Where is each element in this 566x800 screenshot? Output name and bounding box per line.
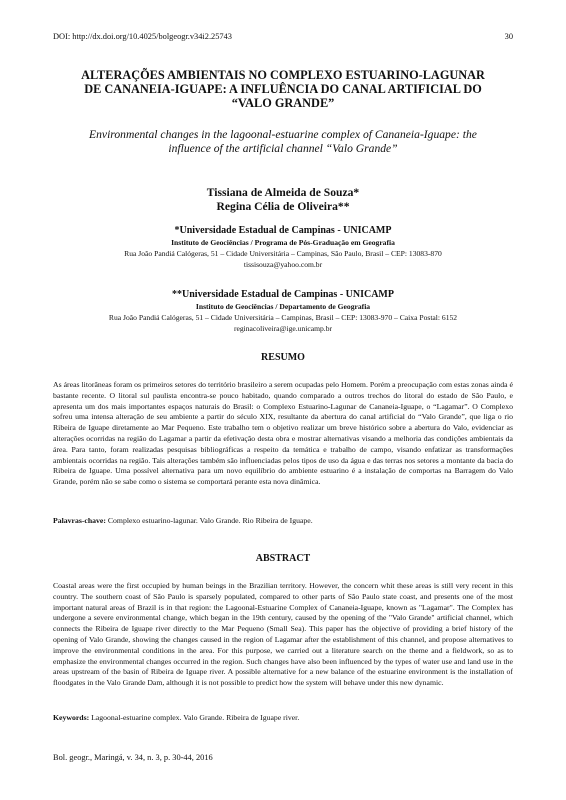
keywords-label: Palavras-chave:: [53, 516, 106, 525]
institution-name: **Universidade Estadual de Campinas - UNICAMP: [172, 289, 394, 300]
keywords-text: Complexo estuarino-lagunar. Valo Grande. Rio Ribeira de Iguape.: [107, 516, 313, 525]
affiliation-block: [30, 289, 536, 334]
resumo-heading: RESUMO: [261, 352, 305, 363]
keywords: [53, 713, 513, 724]
email-address[interactable]: tissisouza@yahoo.com.br: [243, 260, 323, 269]
running-header: [53, 32, 513, 41]
subtitle-line: influence of the artificial channel “Valo Grande”: [168, 141, 398, 155]
department-name: Instituto de Geociências / Programa de Pós-Graduação em Geografia: [171, 238, 395, 247]
author-name: Tissiana de Almeida de Souza*: [206, 186, 360, 199]
title-line: ALTERAÇÕES AMBIENTAIS NO COMPLEXO ESTUARINO-LAGUNAR: [81, 68, 485, 82]
article-title: [40, 69, 526, 110]
institution-name: *Universidade Estadual de Campinas - UNICAMP: [174, 225, 392, 236]
subtitle-line: Environmental changes in the lagoonal-estuarine complex of Cananeia-Iguape: the: [89, 128, 477, 141]
abstract-heading: ABSTRACT: [255, 553, 311, 564]
postal-address: Rua João Pandiá Calógeras, 51 – Cidade Universitária – Campinas, São Paulo, Brasil – CEP: 13083-870: [124, 249, 442, 258]
palavras-chave: [53, 516, 513, 527]
doi-link[interactable]: DOI: http://dx.doi.org/10.4025/bolgeogr.v34i2.25743: [53, 32, 232, 41]
journal-citation: Bol. geogr., Maringá, v. 34, n. 3, p. 30-44, 2016: [53, 753, 213, 762]
department-name: Instituto de Geociências / Departamento de Geografia: [195, 302, 371, 311]
title-line: “VALO GRANDE”: [231, 95, 335, 110]
abstract-text: Coastal areas were the first occupied by human beings in the Brazilian territory. However, the concern whit these areas is still very recent in this country. The southern coast of São Paulo is sparsely populated, compared to other parts of São Paulo state coast, and presents one of the most important natural areas of Brazil is in that region: the Lagoonal-Estuarine Complex of Cananeia-Iguape, known as "Lagamar". The Complex has undergone a severe environmental change, which began in the 19th century, caused by the opening of the "Valo Grande" artificial channel, which connects the Ribeira de Iguape river directly to the Mar Pequeno (Small Sea). This paper has the objective of providing a brief history of the opening of Valo Grande, showing the changes caused in the region of Lagamar after the establishment of this channel, and propose alternatives to improve the environmental conditions in the area. For this purpose, we carried out a literature search on the theme and a fieldwork, so as to emphasize the environmental changes occurred in the region. Such changes have also been influenced by the types of water use and land use in the areas upstream of the basin of Ribeira de Iguape river. A possible alternative for a new balance of the estuarine environment is the installation of floodgates in the Valo Grande Dam, although it is not possible to predict how the system will behave under this new dynamic.: [53, 581, 513, 688]
affiliation-block: [30, 225, 536, 270]
title-line: DE CANANEIA-IGUAPE: A INFLUÊNCIA DO CANAL ARTIFICIAL DO: [84, 81, 482, 96]
page-number: 30: [504, 32, 513, 41]
postal-address: Rua João Pandiá Calógeras, 51 – Cidade Universitária – Campinas, Brasil – CEP: 13083-970 – Caixa Postal: 6152: [108, 313, 458, 322]
keywords-text: Lagoonal-estuarine complex. Valo Grande. Ribeira de Iguape river.: [91, 713, 300, 722]
author-list: [40, 186, 526, 214]
email-address[interactable]: reginacoliveira@ige.unicamp.br: [233, 324, 333, 333]
author-name: Regina Célia de Oliveira**: [216, 200, 350, 213]
keywords-label: Keywords:: [53, 713, 90, 722]
english-title: [40, 128, 526, 155]
resumo-text: As áreas litorâneas foram os primeiros setores do território brasileiro a serem ocupadas pelo Homem. Porém a preocupação com estas zonas ainda é bastante recente. O litoral sul paulista encontra-se pouco habitado, quando comparado a outros trechos do litoral do estado de São Paulo, e apresenta um dos mais importantes espaços naturais do Brasil: o Complexo Estuarino-Lagunar de Cananeia-Iguape, o “Lagamar”. O Complexo sofreu uma intensa alteração de seu ambiente a partir do século XIX, resultante da abertura do canal artificial do “Valo Grande”, que liga o rio Ribeira de Iguape diretamente ao Mar Pequeno. Este trabalho tem o objetivo realizar um breve histórico sobre a abertura do Valo, evidenciar as alterações ocorridas na região do Lagamar a partir da efetivação desta obra e mostrar alternativas visando a melhoria das condições ambientais da área. Para tanto, foram realizadas pesquisas bibliográficas a respeito da temática e trabalho de campo, visando enfatizar as transformações ambientais ocorridas na região. Tais alterações também são influenciadas pelos tipos de uso da água e das terras nos setores a montante da bacia do Ribeira de Iguape. Uma possível alternativa para um novo equilíbrio do ambiente estuarino é a instalação de comportas na Barragem do Valo Grande, porém não se sabe como o sistema se comportará perante esta nova dinâmica.: [53, 380, 513, 487]
